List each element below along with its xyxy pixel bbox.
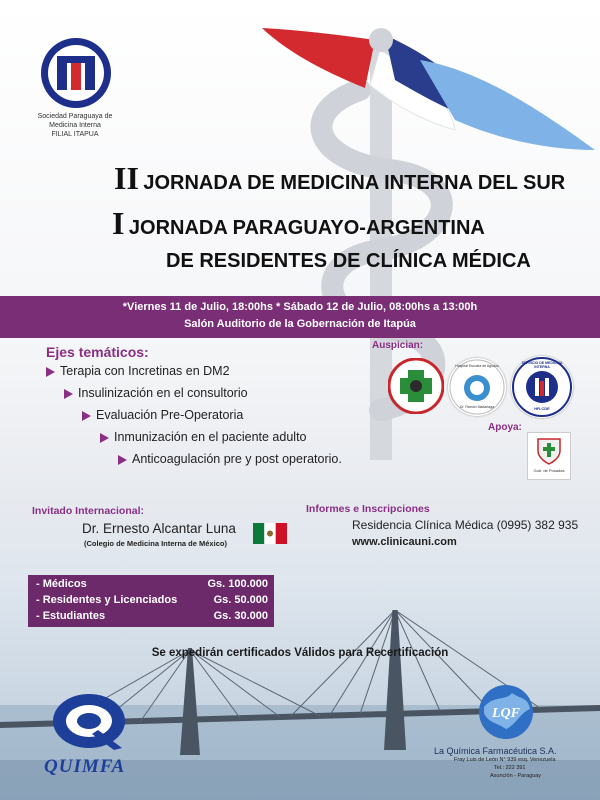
informes-heading: Informes e Inscripciones: [306, 503, 430, 515]
title-line-1: [114, 160, 565, 197]
arrow-right-icon: [100, 433, 109, 443]
smi-logo-block: [0, 30, 150, 160]
servicio-medicina-text: SERVICIO DE MEDICINA INTERNA: [521, 361, 563, 369]
price-label: - Estudiantes: [36, 610, 106, 622]
lqf-globe-logo: [476, 683, 536, 741]
informes-website[interactable]: www.clinicauni.com: [352, 536, 457, 548]
quimfa-wordmark: QUIMFA: [44, 756, 126, 777]
eje-item: [100, 430, 307, 444]
wing-lightblue: [420, 60, 595, 150]
hospital-escuela-logo: [448, 358, 506, 416]
hospital-cross-logo: [388, 358, 444, 414]
invitado-heading: Invitado Internacional:: [32, 505, 145, 517]
shield-icon: [536, 437, 562, 465]
arrow-right-icon: [64, 389, 73, 399]
eje-item: [46, 364, 230, 378]
eje-item: [118, 452, 342, 466]
title-text-2: JORNADA PARAGUAYO-ARGENTINA: [128, 217, 485, 239]
hospital-escuela-text: Hospital Escuela de Agudos: [455, 364, 499, 368]
apoya-heading: Apoya:: [488, 422, 522, 433]
bridge-tower-right: [384, 610, 406, 750]
price-value: Gs. 30.000: [213, 610, 268, 622]
title-line-3: DE RESIDENTES DE CLÍNICA MÉDICA: [166, 250, 531, 272]
price-label: - Residentes y Licenciados: [36, 594, 178, 606]
informes-contact: Residencia Clínica Médica (0995) 382 935: [352, 518, 579, 532]
lqf-mark: LQF: [492, 706, 520, 721]
caduceus-knob: [369, 28, 393, 52]
event-venue: Salón Auditorio de la Gobernación de Itapúa: [184, 318, 416, 330]
eje-item: [64, 386, 248, 400]
price-value: Gs. 50.000: [213, 594, 268, 606]
arrow-right-icon: [46, 367, 55, 377]
invitado-name: Dr. Ernesto Alcantar Luna: [82, 521, 236, 536]
arrow-right-icon: [82, 411, 91, 421]
eje-item: [82, 408, 243, 422]
roman-numeral-ii: II: [114, 160, 139, 196]
company-phone: Tel.: 222 391: [494, 765, 526, 771]
ejes-heading: Ejes temáticos:: [46, 344, 149, 360]
smi-logo: [39, 36, 113, 110]
eje-item-label: Terapia con Incretinas en DM2: [60, 364, 230, 378]
logo-caption-line-2: Medicina Interna: [49, 122, 101, 129]
eje-item-label: Insulinización en el consultorio: [78, 386, 248, 400]
price-value: Gs. 100.000: [207, 578, 268, 590]
hospital-escuela-subtext: Dr. Ramón Madariaga: [459, 405, 495, 409]
servicio-medicina-subtext: HR-CDE: [534, 406, 550, 411]
company-name: La Química Farmacéutica S.A.: [434, 746, 557, 756]
logo-caption-line-1: Sociedad Paraguaya de: [37, 113, 113, 120]
wing-red: [262, 28, 375, 88]
bridge-tower-left: [180, 648, 200, 755]
logo-caption-line-3: FILIAL ITAPUA: [51, 131, 99, 138]
company-address: Fray Luis de León N° 939 esq. Venezuela: [454, 757, 556, 763]
eje-item-label: Anticoagulación pre y post operatorio.: [132, 452, 342, 466]
arrow-right-icon: [118, 455, 127, 465]
invitado-affiliation: (Colegio de Medicina Interna de México): [84, 539, 227, 548]
event-dates: *Viernes 11 de Julio, 18:00hs * Sábado 12 de Julio, 08:00hs a 13:00h: [122, 301, 478, 313]
company-city: Asunción - Paraguay: [490, 773, 542, 779]
eje-item-label: Inmunización en el paciente adulto: [114, 430, 307, 444]
servicio-medicina-logo: [511, 356, 573, 418]
apoya-logo-text: Gob. de Posadas: [533, 468, 565, 473]
auspician-heading: Auspician:: [372, 340, 424, 351]
certificate-note: Se expedirán certificados Válidos para Recertificación: [151, 647, 449, 659]
roman-numeral-i: I: [112, 205, 125, 241]
mexico-flag-icon: [253, 523, 287, 544]
price-label: - Médicos: [36, 578, 87, 590]
date-venue-band: [0, 296, 600, 338]
price-box: [28, 575, 274, 627]
quimfa-logo: [50, 690, 128, 752]
eje-item-label: Evaluación Pre-Operatoria: [96, 408, 244, 422]
title-text-1: JORNADA DE MEDICINA INTERNA DEL SUR: [143, 172, 566, 194]
title-line-2: [112, 205, 485, 242]
apoya-logo: [527, 432, 571, 480]
